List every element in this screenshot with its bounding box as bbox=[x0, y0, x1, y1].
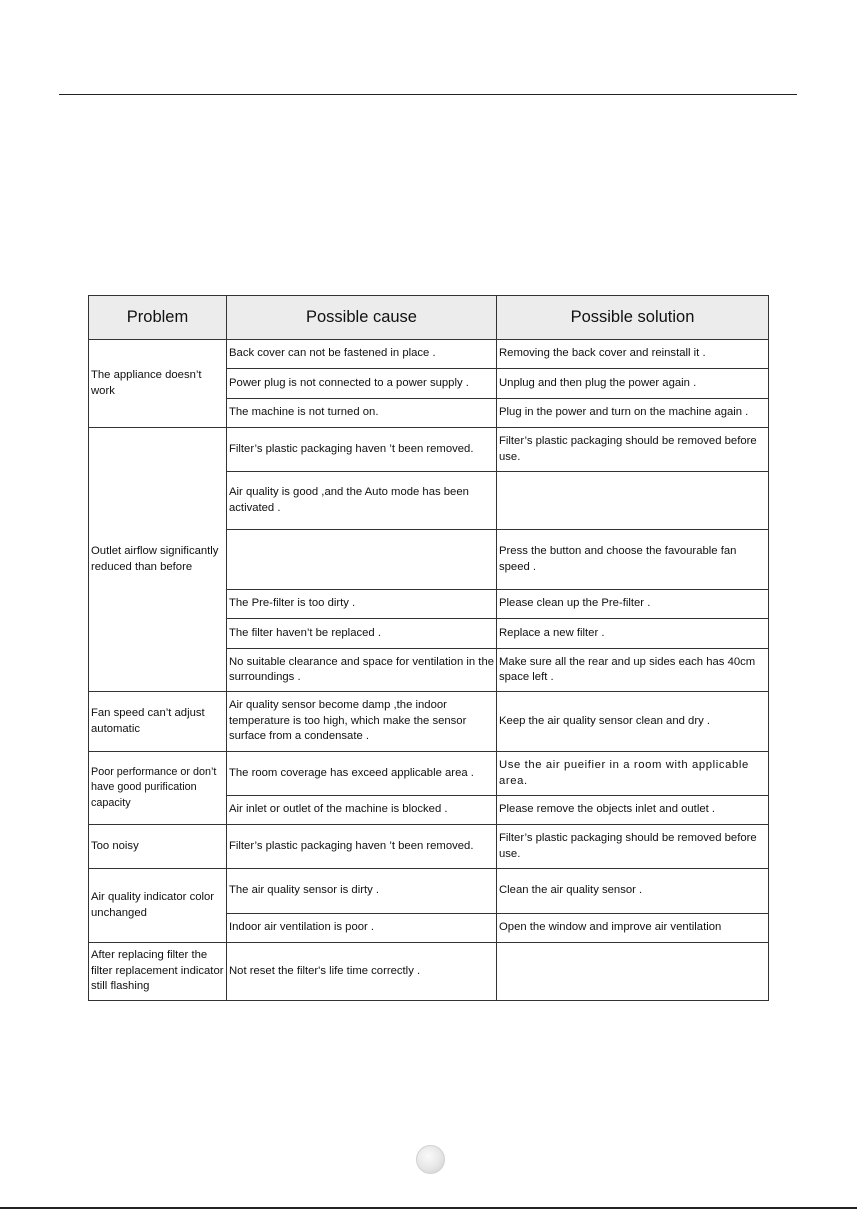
header-possible-solution: Possible solution bbox=[497, 296, 769, 340]
problem-cell: Air quality indicator color unchanged bbox=[89, 869, 227, 943]
cause-cell: Not reset the filter's life time correctly . bbox=[227, 943, 497, 1001]
problem-cell: After replacing filter the filter replacement indicator still flashing bbox=[89, 943, 227, 1001]
solution-cell: Open the window and improve air ventilation bbox=[497, 914, 769, 943]
table-row bbox=[89, 340, 769, 369]
table-row bbox=[89, 692, 769, 752]
solution-cell: Make sure all the rear and up sides each has 40cm space left . bbox=[497, 649, 769, 692]
cause-cell: Filter’s plastic packaging haven ’t been removed. bbox=[227, 428, 497, 472]
cause-cell: Air quality is good ,and the Auto mode has been activated . bbox=[227, 472, 497, 530]
cause-cell: Air quality sensor become damp ,the indoor temperature is too high, which make the sensor surface from a condensate . bbox=[227, 692, 497, 752]
cause-cell: The machine is not turned on. bbox=[227, 399, 497, 428]
solution-cell: Clean the air quality sensor . bbox=[497, 869, 769, 914]
solution-cell: Filter’s plastic packaging should be removed before use. bbox=[497, 428, 769, 472]
cause-cell: Power plug is not connected to a power supply . bbox=[227, 369, 497, 399]
header-problem: Problem bbox=[89, 296, 227, 340]
table-row bbox=[89, 752, 769, 796]
table-row bbox=[89, 428, 769, 472]
problem-cell: Fan speed can’t adjust automatic bbox=[89, 692, 227, 752]
header-rule bbox=[59, 94, 797, 95]
cause-cell bbox=[227, 530, 497, 590]
solution-cell: Removing the back cover and reinstall it . bbox=[497, 340, 769, 369]
solution-cell: Plug in the power and turn on the machine again . bbox=[497, 399, 769, 428]
solution-cell: Please clean up the Pre-filter . bbox=[497, 590, 769, 619]
solution-cell bbox=[497, 472, 769, 530]
table-row bbox=[89, 869, 769, 914]
header-possible-cause: Possible cause bbox=[227, 296, 497, 340]
solution-cell: Filter’s plastic packaging should be removed before use. bbox=[497, 825, 769, 869]
solution-cell: Keep the air quality sensor clean and dry . bbox=[497, 692, 769, 752]
cause-cell: Filter’s plastic packaging haven ’t been removed. bbox=[227, 825, 497, 869]
cause-cell: Indoor air ventilation is poor . bbox=[227, 914, 497, 943]
cause-cell: The Pre-filter is too dirty . bbox=[227, 590, 497, 619]
problem-cell: Outlet airflow significantly reduced than before bbox=[89, 428, 227, 692]
troubleshooting-table bbox=[88, 295, 769, 1001]
table-row bbox=[89, 825, 769, 869]
solution-cell: Please remove the objects inlet and outlet . bbox=[497, 796, 769, 825]
solution-cell: Use the air pueifier in a room with applicable area. bbox=[497, 752, 769, 796]
cause-cell: No suitable clearance and space for ventilation in the surroundings . bbox=[227, 649, 497, 692]
solution-cell: Press the button and choose the favourable fan speed . bbox=[497, 530, 769, 590]
cause-cell: The room coverage has exceed applicable area . bbox=[227, 752, 497, 796]
cause-cell: The air quality sensor is dirty . bbox=[227, 869, 497, 914]
page-number-badge bbox=[416, 1145, 445, 1174]
cause-cell: Back cover can not be fastened in place . bbox=[227, 340, 497, 369]
solution-cell bbox=[497, 943, 769, 1001]
table-header-row bbox=[89, 296, 769, 340]
cause-cell: Air inlet or outlet of the machine is blocked . bbox=[227, 796, 497, 825]
table-row bbox=[89, 943, 769, 1001]
problem-cell: Poor performance or don’t have good purification capacity bbox=[89, 752, 227, 825]
cause-cell: The filter haven’t be replaced . bbox=[227, 619, 497, 649]
problem-cell: Too noisy bbox=[89, 825, 227, 869]
problem-cell: The appliance doesn’t work bbox=[89, 340, 227, 428]
solution-cell: Replace a new filter . bbox=[497, 619, 769, 649]
solution-cell: Unplug and then plug the power again . bbox=[497, 369, 769, 399]
